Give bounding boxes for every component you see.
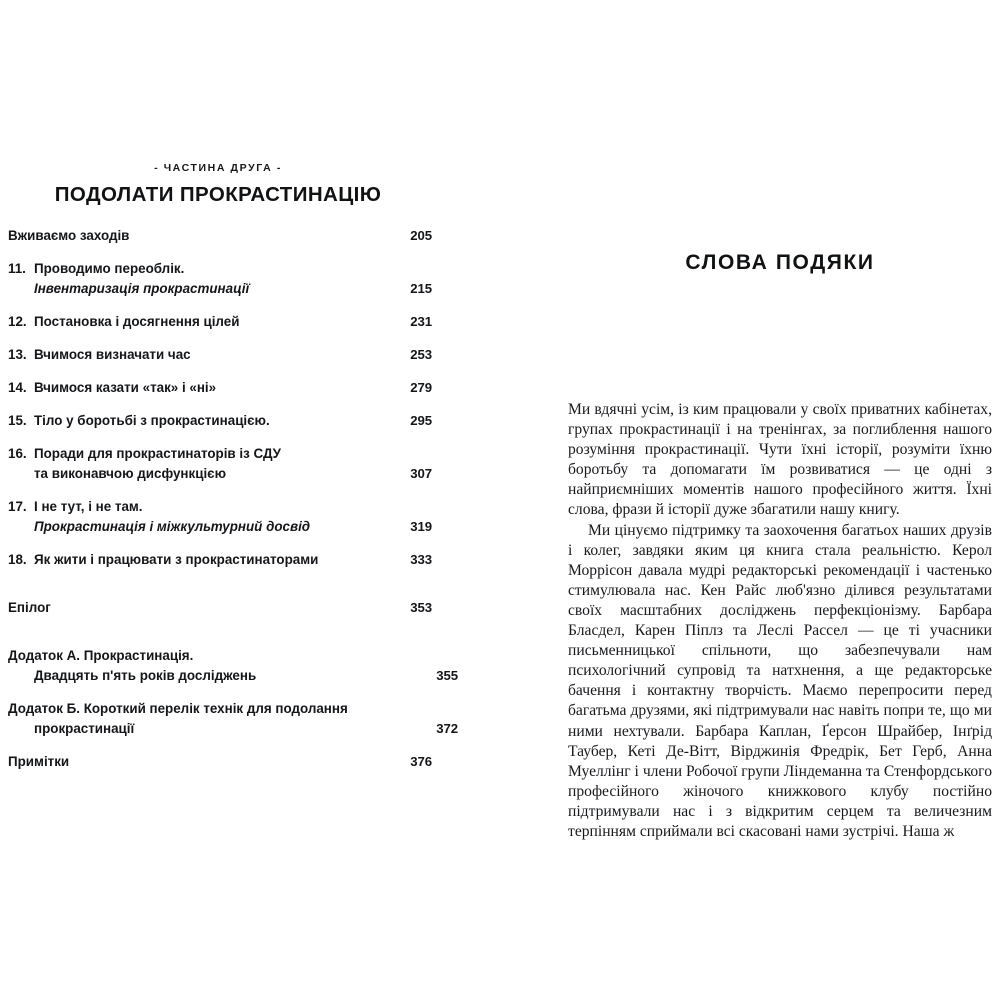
toc-page-number: 253 bbox=[410, 347, 432, 362]
toc-entry[interactable] bbox=[8, 259, 432, 299]
toc-entry-line bbox=[8, 378, 432, 398]
toc-entry[interactable] bbox=[8, 226, 432, 246]
toc-entry-line bbox=[8, 345, 432, 365]
toc-entry-label: Двадцять п'ять років досліджень bbox=[34, 668, 257, 683]
toc-entry-label: І не тут, і не там. bbox=[34, 499, 143, 514]
leader-dots bbox=[315, 527, 402, 528]
toc-page-number: 372 bbox=[436, 721, 458, 736]
toc-entry-line bbox=[8, 719, 458, 739]
toc-entry-number: 13. bbox=[8, 347, 27, 362]
toc-entry-line bbox=[8, 226, 432, 246]
leader-dots bbox=[254, 289, 402, 290]
toc-entry-line bbox=[8, 279, 432, 299]
toc-entry-number: 18. bbox=[8, 552, 27, 567]
leader-dots bbox=[139, 729, 428, 730]
leader-dots bbox=[196, 355, 402, 356]
toc-entry-number: 11. bbox=[8, 261, 26, 276]
toc-entry-line bbox=[8, 517, 432, 537]
body-paragraph: Ми вдячні усім, із ким працювали у своїх приватних кабінетах, групах прокрастинації і на тренінгах, за поглиблення нашого розуміння прокрастинації. Чути їхні історії, розуміти їхню боротьбу та допомагати їм розвиватися — це одні з найприємніших моментів нашого професійного життя. Їхні слова, фрази й історії дуже збагатили нашу книгу. bbox=[568, 401, 992, 519]
part-title: ПОДОЛАТИ ПРОКРАСТИНАЦІЮ bbox=[54, 183, 382, 206]
toc-entry[interactable] bbox=[8, 646, 458, 686]
toc-entry[interactable] bbox=[8, 411, 432, 431]
toc-heading-block bbox=[8, 162, 428, 207]
toc-entry-label: Як жити і працювати з прокрастинаторами bbox=[34, 552, 319, 567]
leader-dots bbox=[56, 608, 402, 609]
toc-entry-line bbox=[8, 259, 432, 279]
toc-entry[interactable] bbox=[8, 497, 432, 537]
toc-entry-label: Примітки bbox=[8, 754, 70, 769]
toc-entry-label: Додаток А. Прокрастинація. bbox=[8, 648, 194, 663]
toc-entry[interactable] bbox=[8, 345, 432, 365]
toc-entry[interactable] bbox=[8, 378, 432, 398]
toc-page-number: 355 bbox=[436, 668, 458, 683]
toc-page-number: 231 bbox=[410, 314, 432, 329]
toc-entry[interactable] bbox=[8, 699, 458, 739]
toc-entry[interactable] bbox=[8, 550, 432, 570]
leader-dots bbox=[134, 236, 402, 237]
toc-page-number: 215 bbox=[410, 281, 432, 296]
toc-entry-line bbox=[8, 444, 432, 464]
leader-dots bbox=[244, 322, 402, 323]
leader-dots bbox=[221, 388, 402, 389]
toc-entry-line bbox=[8, 497, 432, 517]
toc-entry[interactable] bbox=[8, 752, 432, 772]
toc-entry-label: Вживаємо заходів bbox=[8, 228, 130, 243]
toc-entry-line bbox=[8, 752, 432, 772]
toc-entry-number: 14. bbox=[8, 380, 27, 395]
toc-entry-label: Проводимо переоблік. bbox=[34, 261, 185, 276]
toc-entry-number: 17. bbox=[8, 499, 27, 514]
toc-entry-line bbox=[8, 550, 432, 570]
toc-entry-line bbox=[8, 699, 432, 719]
toc-entry-label: Поради для прокрастинаторів із СДУ bbox=[34, 446, 282, 461]
toc-entry-line bbox=[8, 598, 432, 618]
toc-page-number: 376 bbox=[410, 754, 432, 769]
left-page-table-of-contents bbox=[0, 0, 470, 1000]
toc-entry-line bbox=[8, 312, 432, 332]
toc-entry-line bbox=[8, 646, 432, 666]
part-label: - ЧАСТИНА ДРУГА - bbox=[154, 162, 282, 174]
toc-entry-label: Вчимося казати «так» і «ні» bbox=[34, 380, 217, 395]
toc-entry[interactable] bbox=[8, 444, 432, 484]
toc-entry-label: Прокрастинація і міжкультурний досвід bbox=[34, 519, 311, 534]
toc-entry-number: 12. bbox=[8, 314, 27, 329]
toc-entry-number: 16. bbox=[8, 446, 27, 461]
leader-dots bbox=[231, 474, 402, 475]
toc-entry-line bbox=[8, 411, 432, 431]
toc-page-number: 319 bbox=[410, 519, 432, 534]
toc-page-number: 295 bbox=[410, 413, 432, 428]
toc-page-number: 205 bbox=[410, 228, 432, 243]
toc-page-number: 333 bbox=[410, 552, 432, 567]
toc-entry-label: Інвентаризація прокрастинації bbox=[34, 281, 250, 296]
toc-entry[interactable] bbox=[8, 312, 432, 332]
toc-entry-label: Додаток Б. Короткий перелік технік для подолання bbox=[8, 701, 348, 716]
toc-entry-label: та виконавчою дисфункцією bbox=[34, 466, 226, 481]
toc-entry-line bbox=[8, 666, 458, 686]
toc-entry-label: Вчимося визначати час bbox=[34, 347, 191, 362]
toc-entry-line bbox=[8, 464, 432, 484]
acknowledgements-body bbox=[568, 400, 992, 842]
leader-dots bbox=[74, 762, 402, 763]
toc-page-number: 307 bbox=[410, 466, 432, 481]
toc-page-number: 353 bbox=[410, 600, 432, 615]
leader-dots bbox=[275, 421, 402, 422]
leader-dots bbox=[323, 560, 402, 561]
acknowledgements-title: СЛОВА ПОДЯКИ bbox=[685, 251, 875, 274]
toc-entry[interactable] bbox=[8, 598, 432, 618]
body-paragraph: Ми цінуємо підтримку та заохочення багатьох наших друзів і колег, завдяки яким ця книга стала реальністю. Керол Моррісон давала мудрі редакторські рекомендації і частенько стимулювала нас. Кен Райс люб'язно ділився результатами своїх масштабних досліджень перфекціонізму. Барбара Бласдел, Карен Піплз та Леслі Рассел — це ті учасники письменницької спільноти, що забезпечували нам психологічний супровід та натхнення, а ще редакторське бачення і контактну творчість. Маємо перепросити перед багатьма друзями, які підтримували нас навіть попри те, що ми ними нехтували. Барбара Каплан, Ґерсон Шрайбер, Інґрід Таубер, Кеті Де-Вітт, Вірджинія Фредрік, Бет Герб, Анна Муеллінг і члени Робочої групи Ліндеманна та Стенфордського професійного жіночого книжкового клубу постійно підтримували нас і з відкритим серцем та величезним терпінням сприймали всі скасовані нами зустрічі. Наша ж bbox=[568, 521, 992, 840]
leader-dots bbox=[261, 676, 428, 677]
right-page-acknowledgements bbox=[500, 0, 1000, 1000]
toc-entry-number: 15. bbox=[8, 413, 27, 428]
toc-entry-list bbox=[8, 226, 458, 785]
toc-entry-label: Тіло у боротьбі з прокрастинацією. bbox=[34, 413, 270, 428]
toc-entry-label: Епілог bbox=[8, 600, 51, 615]
toc-entry-label: Постановка і досягнення цілей bbox=[34, 314, 240, 329]
toc-entry-label: прокрастинації bbox=[34, 721, 135, 736]
toc-page-number: 279 bbox=[410, 380, 432, 395]
